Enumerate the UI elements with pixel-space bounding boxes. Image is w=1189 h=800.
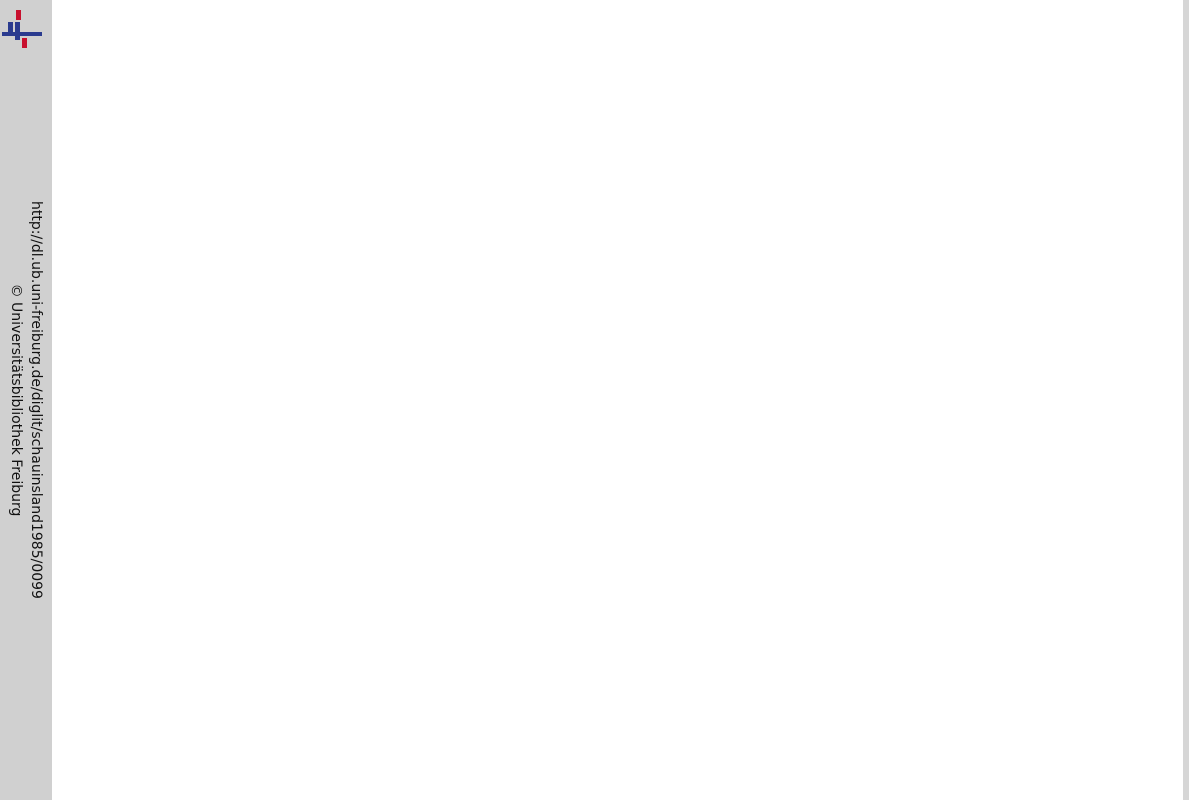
- viewer-sidebar: [0, 0, 52, 800]
- sidebar-caption: [6, 0, 46, 800]
- scanned-page: [997, 0, 1189, 159]
- source-url[interactable]: http://dl.ub.uni-freiburg.de/diglit/schauinsland1985/0099: [28, 201, 44, 599]
- copyright-notice: © Universitätsbibliothek Freiburg: [8, 283, 24, 517]
